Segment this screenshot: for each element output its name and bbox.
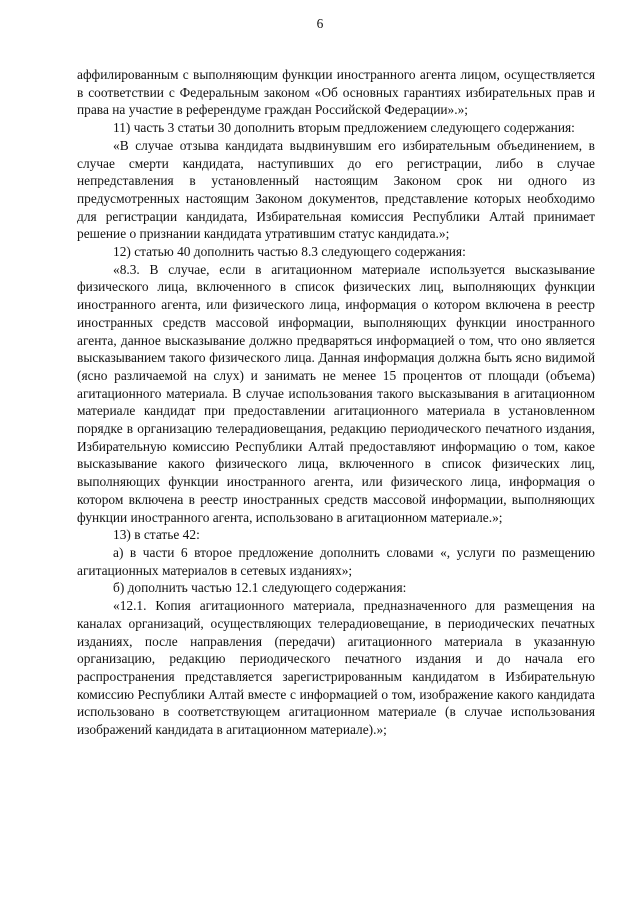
- paragraph-quote-8-3: «8.3. В случае, если в агитационном материале используется высказывание физического лица, включенного в список физических лиц, выполняющих функции иностранного агента, или физического лица, информация о котором включена в реестр иностранных средств массовой информации, выполняющих функции иностранного агента, данное высказывание должно предваряться информацией о том, что оно является высказыванием такого физического лица. Данная информация должна быть ясно видимой (ясно различаемой на слух) и занимать не менее 15 процентов от площади (объема) агитационного материала. В случае использования такого высказывания в агитационном материале кандидат при предоставлении агитационного материала в установленном порядке в организацию телерадиовещания, редакцию периодического печатного издания, Избирательную комиссию Республики Алтай предоставляют информацию о том, какое высказывание какого физического лица, включенного в список физических лиц, выполняющих функции иностранного агента, или физического лица, информация о котором включена в реестр иностранных средств массовой информации, выполняющих функции иностранного агента, использовано в агитационном материале.»;: [77, 261, 595, 525]
- paragraph-continuation: аффилированным с выполняющим функции иностранного агента лицом, осуществляется в соответствии с Федеральным законом «Об основных гарантиях избирательных прав и права на участие в референдуме граждан Российской Федерации».»;: [77, 67, 595, 118]
- paragraph-item-13: 13) в статье 42:: [113, 527, 200, 543]
- paragraph-item-13b: б) дополнить частью 12.1 следующего содержания:: [113, 580, 407, 596]
- paragraph-item-11: 11) часть 3 статьи 30 дополнить вторым предложением следующего содержания:: [113, 120, 575, 136]
- document-body: [77, 66, 595, 739]
- paragraph-item-12: 12) статью 40 дополнить частью 8.3 следующего содержания:: [113, 244, 466, 260]
- paragraph-quote-candidate-status: «В случае отзыва кандидата выдвинувшим его избирательным объединением, в случае смерти кандидата, наступивших до его регистрации, либо в случае непредставления в установленный настоящим Законом срок ни одного из предусмотренных настоящим Законом документов, представление которых необходимо для регистрации кандидата, Избирательная комиссия Республики Алтай принимает решение о признании кандидата утратившим статус кандидата.»;: [77, 137, 595, 242]
- paragraph-item-13a: а) в части 6 второе предложение дополнить словами «, услуги по размещению агитационных материалов в сетевых изданиях»;: [77, 544, 595, 578]
- paragraph-quote-12-1: «12.1. Копия агитационного материала, предназначенного для размещения на каналах организаций, осуществляющих телерадиовещание, в периодических печатных изданиях, после направления (передачи) агитационного материала в указанную организацию, редакцию периодического печатного издания и до начала его распространения представляется зарегистрированным кандидатом в Избирательную комиссию Республики Алтай вместе с информацией о том, изображение какого кандидата использовано в соответствующем агитационном материале (в случае использования изображений кандидата в агитационном материале).»;: [77, 598, 595, 738]
- page-number: 6: [316, 16, 324, 31]
